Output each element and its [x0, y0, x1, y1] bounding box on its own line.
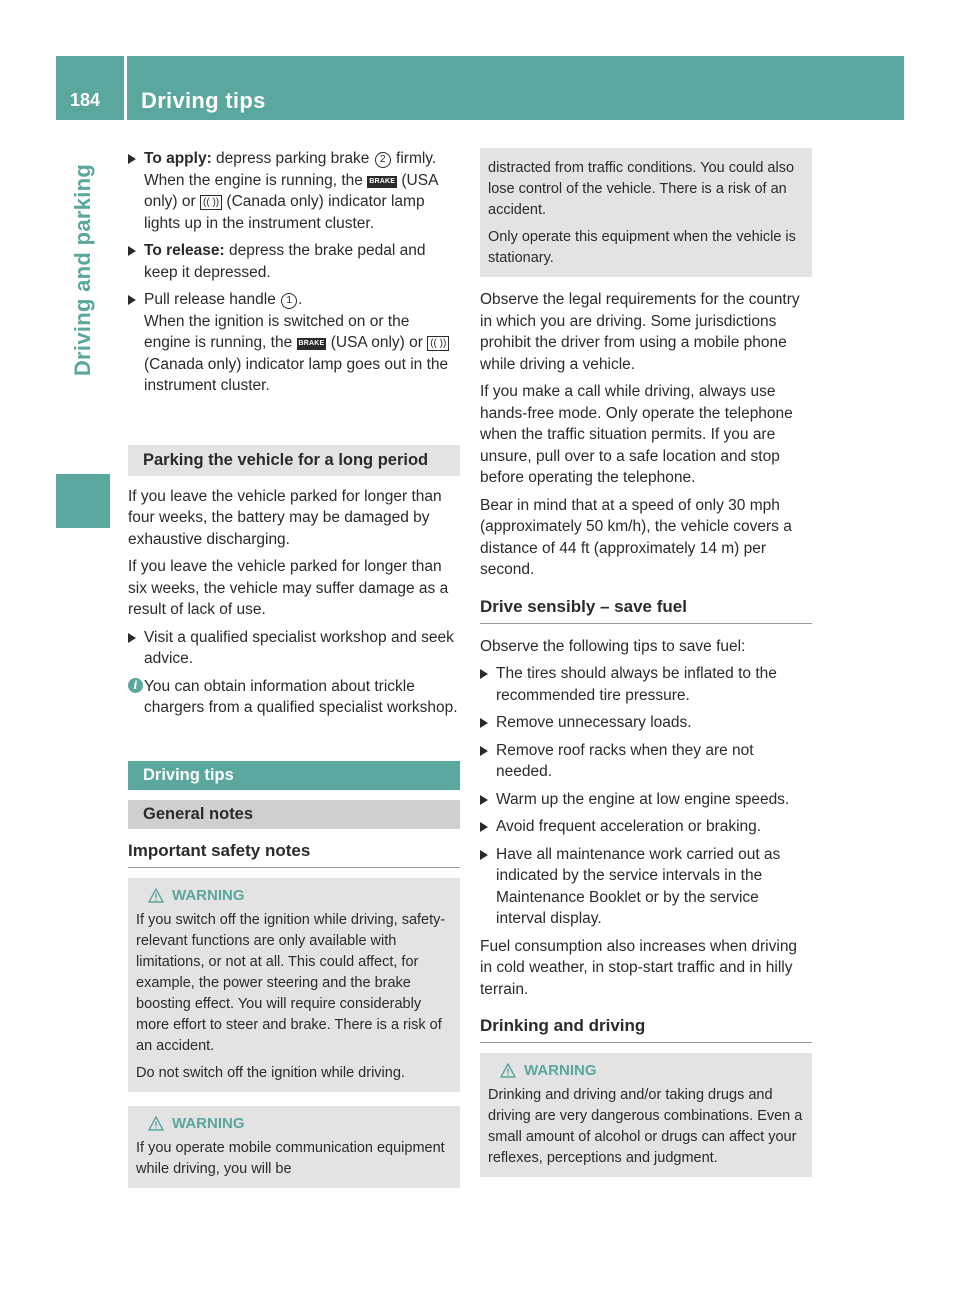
header-divider [124, 56, 127, 120]
step-arrow-icon [480, 746, 488, 756]
fuel-step [480, 712, 812, 734]
step-pull-handle [128, 289, 460, 397]
subheading-save-fuel: Drive sensibly – save fuel [480, 597, 812, 624]
step-text: Avoid frequent acceleration or braking. [496, 818, 762, 835]
step-text: When the ignition is switched on or the engine is running, the [144, 312, 410, 351]
paragraph: Fuel consumption also increases when driving in cold weather, in stop-start traffic and in hilly terrain. [480, 937, 798, 998]
paragraph: If you leave the vehicle parked for longer than four weeks, the battery may be damaged by exhaustive discharging. [128, 487, 442, 548]
step-arrow-icon [128, 154, 136, 164]
warning-triangle-icon [148, 1116, 164, 1131]
warning-label: WARNING [172, 1114, 245, 1132]
step-text: (USA only) or [326, 334, 428, 351]
brake-warning-icon: BRAKE [367, 176, 397, 188]
step-text: Visit a qualified specialist workshop and seek advice. [144, 628, 454, 667]
step-arrow-icon [128, 295, 136, 305]
parking-brake-icon: (( )) [427, 336, 449, 351]
callout-1-icon: 1 [281, 293, 297, 309]
step-text: Have all maintenance work carried out as indicated by the service intervals in the Maintenance Booklet or by the service interval display. [496, 845, 781, 927]
warning-label: WARNING [524, 1062, 597, 1079]
step-text: depress parking brake [211, 150, 374, 167]
brake-warning-icon: BRAKE [297, 338, 327, 350]
step-arrow-icon [480, 822, 488, 832]
warning-text: distracted from traffic conditions. You could also lose control of the vehicle. There is a risk of an accident. [488, 160, 795, 218]
step-text: firmly. [391, 150, 437, 167]
step-text: . [298, 291, 303, 308]
right-column [480, 148, 812, 1177]
step-text: Warm up the engine at low engine speeds. [496, 790, 790, 808]
warning-title [148, 887, 452, 904]
step-arrow-icon [480, 669, 488, 679]
side-tab-label: Driving and parking [70, 163, 95, 377]
step-lead: To release: [144, 242, 225, 259]
fuel-step [480, 789, 812, 811]
step-text: When the engine is running, the [144, 171, 368, 189]
step-text: (Canada only) indicator lamp lights up in the instrument cluster. [144, 193, 425, 232]
warning-label: WARNING [172, 886, 245, 904]
step-visit-workshop [128, 627, 460, 670]
step-arrow-icon [128, 246, 136, 256]
step-text: Remove roof racks when they are not needed. [496, 741, 754, 780]
warning-triangle-icon [148, 888, 164, 903]
step-arrow-icon [128, 633, 136, 643]
section-heading-long-period: Parking the vehicle for a long period [128, 445, 460, 476]
paragraph: If you make a call while driving, always use hands-free mode. Only operate the telephone when the traffic situation permits. If you are unsure, pull over to a safe location and stop before operating the telephone. [480, 383, 793, 486]
side-tab-marker [56, 474, 110, 528]
step-arrow-icon [480, 850, 488, 860]
page-number: 184 [70, 90, 101, 110]
warning-text: If you switch off the ignition while driving, safety-relevant functions are only available with limitations, or not at all. This could affect, for example, the power steering and the brake boosting effect. You will require considerably more effort to steer and brake. There is a risk of an accident. [136, 911, 446, 1054]
paragraph: Bear in mind that at a speed of only 30 mph (approximately 50 km/h), the vehicle covers a distance of 44 ft (approximately 14 m) per second. [480, 496, 792, 578]
paragraph: If you leave the vehicle parked for longer than six weeks, the vehicle may suffer damage as a result of lack of use. [128, 558, 449, 618]
warning-box-ignition [128, 878, 460, 1092]
parking-brake-icon: (( )) [200, 195, 222, 210]
warning-title [148, 1115, 452, 1132]
step-arrow-icon [480, 718, 488, 728]
warning-box-mobile-continued [480, 148, 812, 277]
warning-box-drinking [480, 1053, 812, 1177]
fuel-step [480, 816, 812, 838]
step-text: The tires should always be inflated to the recommended tire pressure. [496, 665, 777, 704]
section-heading-general-notes: General notes [128, 800, 460, 829]
step-lead: To apply: [144, 150, 212, 167]
step-text: Remove unnecessary loads. [496, 714, 692, 731]
info-icon: i [128, 678, 143, 693]
fuel-step [480, 663, 812, 706]
warning-text: Only operate this equipment when the vehicle is stationary. [488, 229, 796, 266]
step-text: depress the brake pedal and keep it depressed. [144, 242, 426, 281]
step-release [128, 240, 460, 283]
warning-text: Drinking and driving and/or taking drugs and driving are very dangerous combinations. Even a small amount of alcohol or drugs can affect your reflexes, perceptions and judgment. [488, 1087, 803, 1166]
warning-triangle-icon [500, 1063, 516, 1078]
step-arrow-icon [480, 795, 488, 805]
subheading-drinking-driving: Drinking and driving [480, 1016, 812, 1043]
section-heading-driving-tips: Driving tips [128, 761, 460, 790]
step-text: Pull release handle [144, 291, 281, 308]
left-column [128, 148, 460, 1188]
info-note [128, 676, 460, 719]
step-text: (Canada only) indicator lamp goes out in the instrument cluster. [144, 355, 449, 394]
step-apply [128, 148, 460, 234]
fuel-step [480, 740, 812, 783]
fuel-step [480, 844, 812, 930]
info-text: You can obtain information about trickle chargers from a qualified specialist workshop. [144, 677, 458, 716]
paragraph: Observe the legal requirements for the country in which you are driving. Some jurisdictions prohibit the driver from using a mobile phone while driving a vehicle. [480, 291, 800, 373]
callout-2-icon: 2 [375, 152, 391, 168]
warning-text: If you operate mobile communication equipment while driving, you will be [136, 1139, 445, 1177]
paragraph: Observe the following tips to save fuel: [480, 637, 746, 655]
warning-box-mobile [128, 1106, 460, 1188]
warning-title [500, 1062, 804, 1079]
subheading-important-safety: Important safety notes [128, 841, 460, 868]
warning-text: Do not switch off the ignition while driving. [136, 1064, 405, 1081]
step-text: (USA only) or [144, 171, 438, 210]
page-title: Driving tips [141, 88, 266, 113]
